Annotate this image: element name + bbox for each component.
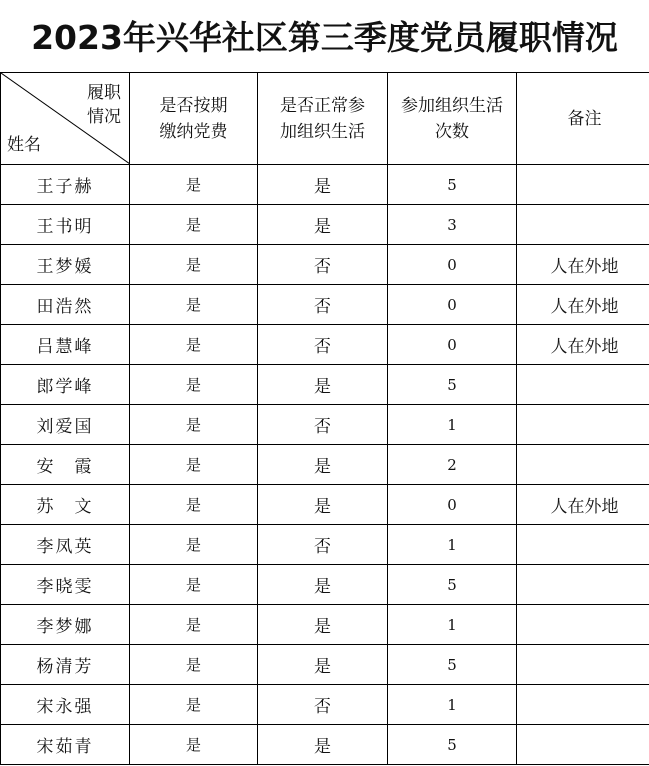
name-cell: 王梦媛	[1, 245, 130, 285]
table-row	[1, 565, 649, 605]
table-row	[1, 445, 649, 485]
count-cell: 5	[388, 565, 517, 605]
org-cell: 是	[258, 605, 388, 645]
name-cell: 李梦娜	[1, 605, 130, 645]
table-row	[1, 645, 649, 685]
dues-cell: 是	[130, 445, 258, 485]
count-cell: 0	[388, 485, 517, 525]
count-cell: 1	[388, 405, 517, 445]
org-cell: 否	[258, 245, 388, 285]
name-cell: 安 霞	[1, 445, 130, 485]
org-cell: 否	[258, 325, 388, 365]
header-row	[1, 73, 649, 165]
table-row	[1, 325, 649, 365]
col-dues-line2: 缴纳党费	[159, 121, 228, 142]
name-cell: 李晓雯	[1, 565, 130, 605]
name-cell: 宋永强	[1, 685, 130, 725]
table-row	[1, 165, 649, 205]
dues-cell: 是	[130, 205, 258, 245]
org-cell: 是	[258, 725, 388, 765]
col-org-line2: 加组织生活	[280, 121, 365, 142]
dues-cell: 是	[130, 645, 258, 685]
col-count-line1: 参加组织生活	[401, 95, 503, 116]
table-row	[1, 725, 649, 765]
name-cell: 刘爱国	[1, 405, 130, 445]
dues-cell: 是	[130, 245, 258, 285]
table-row	[1, 685, 649, 725]
dues-cell: 是	[130, 725, 258, 765]
count-cell: 5	[388, 645, 517, 685]
table-row	[1, 525, 649, 565]
note-cell	[517, 685, 649, 725]
org-cell: 是	[258, 645, 388, 685]
table-row	[1, 365, 649, 405]
note-cell	[517, 605, 649, 645]
org-cell: 否	[258, 285, 388, 325]
table-row	[1, 405, 649, 445]
table-row	[1, 285, 649, 325]
count-cell: 0	[388, 285, 517, 325]
dues-cell: 是	[130, 285, 258, 325]
count-cell: 2	[388, 445, 517, 485]
col-org-line1: 是否正常参	[280, 95, 365, 116]
dues-cell: 是	[130, 485, 258, 525]
note-cell: 人在外地	[517, 485, 649, 525]
note-cell	[517, 365, 649, 405]
name-cell: 杨清芳	[1, 645, 130, 685]
dues-cell: 是	[130, 165, 258, 205]
duty-table	[0, 72, 649, 765]
dues-cell: 是	[130, 365, 258, 405]
col-header-note	[517, 73, 649, 165]
org-cell: 否	[258, 405, 388, 445]
col-note-label: 备注	[567, 108, 602, 129]
note-cell	[517, 645, 649, 685]
name-cell: 郎学峰	[1, 365, 130, 405]
table-row	[1, 485, 649, 525]
col-dues-line1: 是否按期	[159, 95, 228, 116]
org-cell: 是	[258, 365, 388, 405]
table-row	[1, 605, 649, 645]
note-cell	[517, 405, 649, 445]
diag-bottom-label: 姓名	[7, 135, 41, 155]
count-cell: 1	[388, 685, 517, 725]
org-cell: 是	[258, 485, 388, 525]
name-cell: 王子赫	[1, 165, 130, 205]
count-cell: 1	[388, 525, 517, 565]
col-header-org	[258, 73, 388, 165]
note-cell	[517, 525, 649, 565]
col-header-count	[388, 73, 517, 165]
count-cell: 5	[388, 365, 517, 405]
dues-cell: 是	[130, 405, 258, 445]
page-title: 2023年兴华社区第三季度党员履职情况	[31, 17, 618, 57]
dues-cell: 是	[130, 325, 258, 365]
name-cell: 吕慧峰	[1, 325, 130, 365]
note-cell	[517, 165, 649, 205]
count-cell: 3	[388, 205, 517, 245]
dues-cell: 是	[130, 685, 258, 725]
col-count-line2: 次数	[435, 121, 469, 142]
org-cell: 是	[258, 565, 388, 605]
note-cell	[517, 565, 649, 605]
note-cell	[517, 725, 649, 765]
org-cell: 是	[258, 165, 388, 205]
note-cell	[517, 445, 649, 485]
diagonal-header-cell	[1, 73, 130, 165]
org-cell: 否	[258, 525, 388, 565]
note-cell: 人在外地	[517, 285, 649, 325]
dues-cell: 是	[130, 605, 258, 645]
org-cell: 是	[258, 445, 388, 485]
name-cell: 宋茹青	[1, 725, 130, 765]
col-header-dues	[130, 73, 258, 165]
name-cell: 田浩然	[1, 285, 130, 325]
name-cell: 苏 文	[1, 485, 130, 525]
diag-top-line1: 履职	[87, 83, 121, 103]
count-cell: 1	[388, 605, 517, 645]
org-cell: 否	[258, 685, 388, 725]
table-row	[1, 205, 649, 245]
name-cell: 王书明	[1, 205, 130, 245]
diag-top-line2: 情况	[87, 107, 121, 127]
org-cell: 是	[258, 205, 388, 245]
diag-top-label	[87, 81, 121, 129]
count-cell: 0	[388, 325, 517, 365]
note-cell: 人在外地	[517, 325, 649, 365]
dues-cell: 是	[130, 525, 258, 565]
note-cell: 人在外地	[517, 245, 649, 285]
name-cell: 李凤英	[1, 525, 130, 565]
table-row	[1, 245, 649, 285]
note-cell	[517, 205, 649, 245]
dues-cell: 是	[130, 565, 258, 605]
count-cell: 5	[388, 165, 517, 205]
count-cell: 0	[388, 245, 517, 285]
count-cell: 5	[388, 725, 517, 765]
